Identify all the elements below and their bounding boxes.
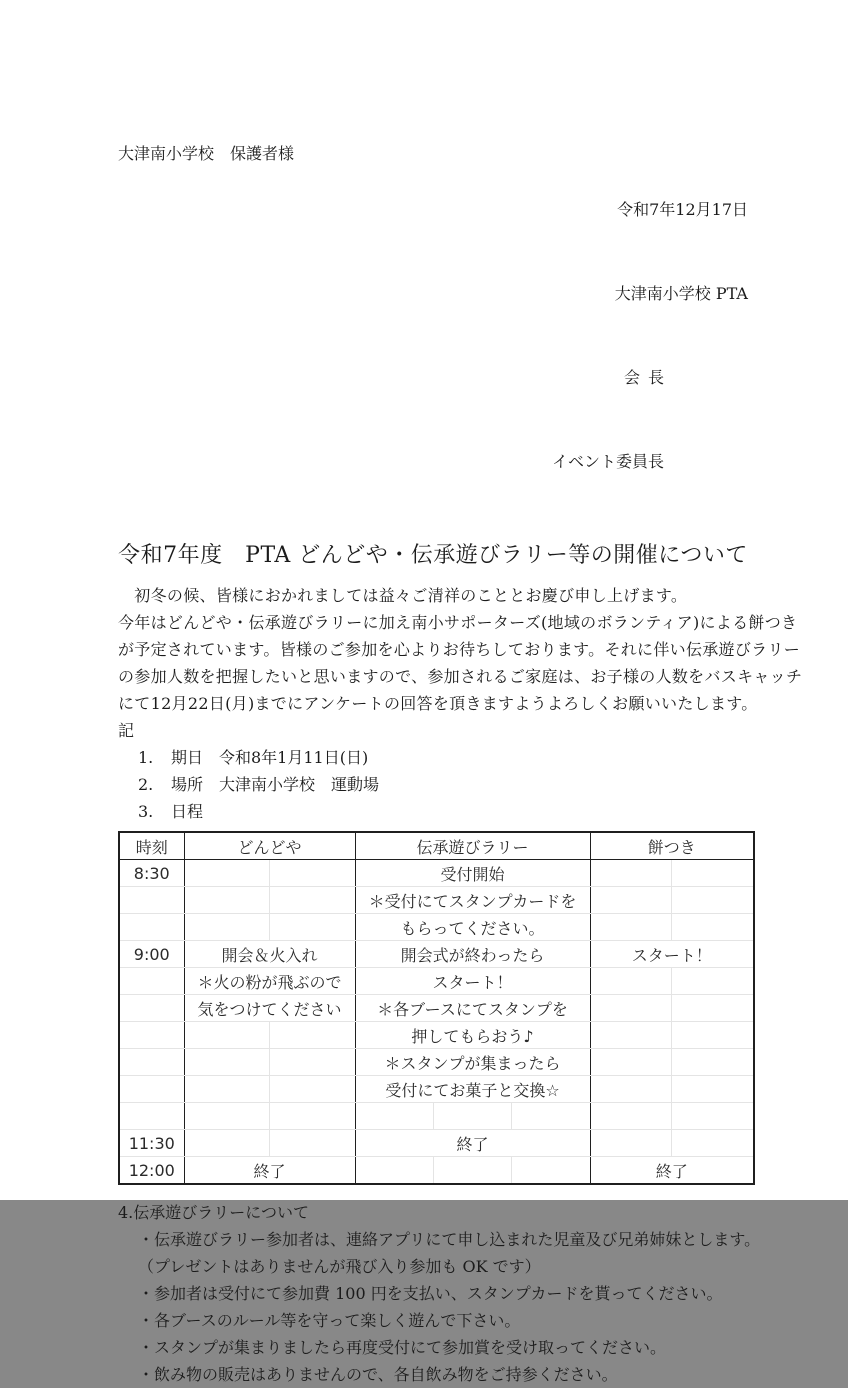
item-text: 期日 令和8年1月11日(日): [171, 748, 369, 767]
table-row: [119, 1076, 754, 1103]
mochitsuki-cell: [590, 887, 754, 914]
time-cell: 9:00: [119, 941, 184, 968]
time-cell: [119, 887, 184, 914]
bullet-list: [138, 1226, 761, 1388]
table-row: [119, 995, 754, 1022]
table-row: [119, 968, 754, 995]
rally-cell: [355, 1157, 590, 1185]
doc-title: 令和7年度 PTA どんどや・伝承遊びラリー等の開催について: [118, 543, 748, 568]
table-row: [119, 1049, 754, 1076]
issued-block: [552, 140, 748, 532]
dondoya-cell: [184, 914, 355, 941]
table-row: [119, 941, 754, 968]
body-line: 今年はどんどや・伝承遊びラリーに加え南小サポーターズ(地域のボランティア)による餅つき: [118, 613, 798, 632]
bullet-item: ・参加者は受付にて参加費 100 円を支払い、スタンプカードを貰ってください。: [138, 1284, 723, 1303]
rally-cell: 受付開始: [355, 860, 590, 887]
numbered-list: [138, 744, 748, 825]
numbered-item-date: [138, 744, 748, 771]
time-cell: 8:30: [119, 860, 184, 887]
rally-cell: 押してもらおう♪: [355, 1022, 590, 1049]
bullet-item: ・飲み物の販売はありませんので、各自飲み物をご持参ください。: [138, 1365, 618, 1384]
rally-cell: 受付にてお菓子と交換☆: [355, 1076, 590, 1103]
mochitsuki-cell: [590, 1049, 754, 1076]
header-rally: 伝承遊びラリー: [355, 832, 590, 860]
dondoya-cell: [184, 887, 355, 914]
time-cell: [119, 914, 184, 941]
rally-cell: スタート！: [355, 968, 590, 995]
sender-org: 大津南小学校 PTA: [614, 284, 748, 303]
dondoya-cell: [184, 860, 355, 887]
numbered-item-place: [138, 771, 748, 798]
bullet-item: ・各ブースのルール等を守って楽しく遊んで下さい。: [138, 1311, 521, 1330]
recipient-line: 大津南小学校 保護者様: [118, 144, 295, 163]
table-row: [119, 1157, 754, 1185]
table-row: [119, 1130, 754, 1157]
mochitsuki-cell: [590, 995, 754, 1022]
sender-role-chairman: 会 長: [623, 368, 664, 387]
dondoya-cell: 終了: [184, 1157, 355, 1185]
body-line: 初冬の候、皆様におかれましては益々ご清祥のこととお慶び申し上げます。: [118, 586, 688, 605]
time-cell: [119, 968, 184, 995]
dondoya-cell: 気をつけてください: [184, 995, 355, 1022]
body-line: が予定されています。皆様のご参加を心よりお待ちしております。それに伴い伝承遊びラリー: [118, 640, 801, 659]
numbered-item-schedule: [138, 798, 748, 825]
bullet-item: ・伝承遊びラリー参加者は、連絡アプリにて申し込まれた児童及び兄弟姉妹とします。: [138, 1230, 761, 1249]
dondoya-cell: [184, 1022, 355, 1049]
record-marker: 記: [118, 721, 135, 740]
rally-cell: [355, 1103, 590, 1130]
time-cell: [119, 1103, 184, 1130]
section4-heading: 4.伝承遊びラリーについて: [118, 1203, 309, 1222]
mochitsuki-cell: [590, 1022, 754, 1049]
rally-cell: ＊スタンプが集まったら: [355, 1049, 590, 1076]
mochitsuki-cell: [590, 1130, 754, 1157]
body-line: にて12月22日(月)までにアンケートの回答を頂きますようよろしくお願いいたします。: [118, 694, 758, 713]
bullet-item: （プレゼントはありませんが飛び入り参加も OK です）: [138, 1257, 541, 1276]
header-dondoya: どんどや: [184, 832, 355, 860]
mochitsuki-cell: 終了: [590, 1157, 754, 1185]
table-row: [119, 860, 754, 887]
mochitsuki-cell: [590, 914, 754, 941]
table-row: [119, 914, 754, 941]
header-time: 時刻: [119, 832, 184, 860]
dondoya-cell: [184, 1049, 355, 1076]
body-line: の参加人数を把握したいと思いますので、参加されるご家庭は、お子様の人数をバスキャッチ: [118, 667, 803, 686]
dondoya-cell: [184, 1130, 355, 1157]
sender-role-event-chief: イベント委員長: [551, 452, 664, 471]
time-cell: 12:00: [128, 1160, 175, 1180]
rally-cell: ＊受付にてスタンプカードを: [355, 887, 590, 914]
table-header-row: [119, 832, 754, 860]
rally-cell: 開会式が終わったら: [355, 941, 590, 968]
header-mochitsuki: 餅つき: [590, 832, 754, 860]
item-number: 3.: [138, 802, 154, 821]
dondoya-cell: 開会＆火入れ: [184, 941, 355, 968]
dondoya-cell: [184, 1103, 355, 1130]
rally-cell: ＊各ブースにてスタンプを: [355, 995, 590, 1022]
dondoya-cell: ＊火の粉が飛ぶので: [184, 968, 355, 995]
doc-header: [118, 140, 748, 532]
item-number: 2.: [138, 775, 154, 794]
time-cell: [119, 1022, 184, 1049]
dondoya-cell: [184, 1076, 355, 1103]
body-paragraph: [118, 582, 803, 717]
table-row: [119, 887, 754, 914]
item-text: 場所 大津南小学校 運動場: [171, 775, 380, 794]
item-number: 1.: [138, 748, 154, 767]
mochitsuki-cell: スタート！: [590, 941, 754, 968]
rally-cell: もらってください。: [355, 914, 590, 941]
mochitsuki-cell: [590, 968, 754, 995]
table-row: [119, 1103, 754, 1130]
mochitsuki-cell: [590, 1076, 754, 1103]
time-cell: [119, 1049, 184, 1076]
schedule-table: [118, 831, 755, 1185]
time-cell: 11:30: [119, 1130, 184, 1157]
mochitsuki-cell: [590, 860, 754, 887]
time-cell: [119, 1076, 184, 1103]
bullet-item: ・スタンプが集まりましたら再度受付にて参加賞を受け取ってください。: [138, 1338, 667, 1357]
item-text: 日程: [171, 802, 204, 821]
rally-cell: 終了: [355, 1130, 590, 1157]
time-cell: [119, 995, 184, 1022]
mochitsuki-cell: [590, 1103, 754, 1130]
issue-date: 令和7年12月17日: [617, 200, 748, 219]
table-row: [119, 1022, 754, 1049]
